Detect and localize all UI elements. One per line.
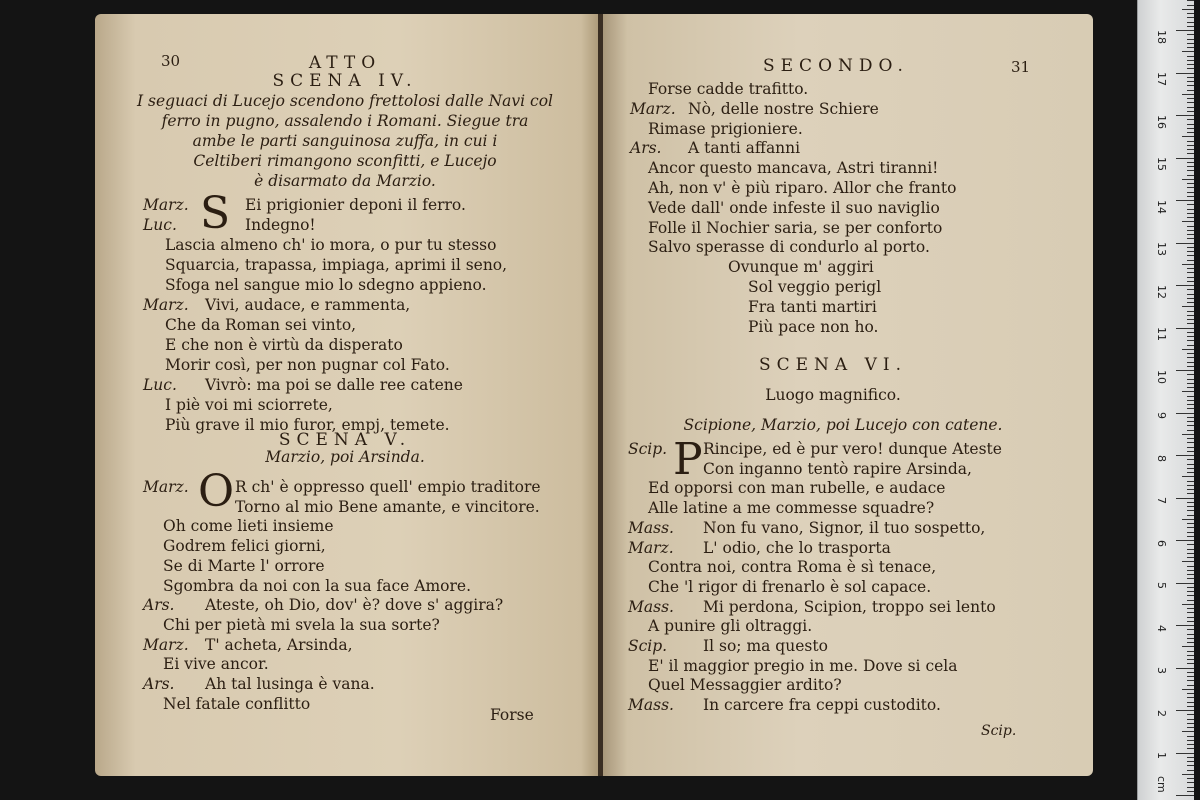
ruler-tick xyxy=(1187,192,1194,193)
ruler-tick xyxy=(1182,51,1194,52)
verse-line: Nò, delle nostre Schiere xyxy=(688,99,879,118)
ruler-tick xyxy=(1187,748,1194,749)
aria-line: Fra tanti martiri xyxy=(748,298,877,316)
ruler-tick xyxy=(1176,200,1194,201)
stage-direction-line: ambe le parti sanguinosa zuffa, in cui i xyxy=(192,132,498,150)
ruler-tick xyxy=(1187,5,1194,6)
speaker-label: Scip. xyxy=(628,440,668,458)
ruler-tick xyxy=(1187,56,1194,57)
ruler-tick xyxy=(1187,574,1194,575)
ruler-tick xyxy=(1187,782,1194,783)
ruler-tick xyxy=(1176,73,1194,74)
ruler-tick xyxy=(1187,697,1194,698)
ruler-tick xyxy=(1187,430,1194,431)
verse-line: Folle il Nochier saria, se per conforto xyxy=(648,218,943,237)
ruler-tick xyxy=(1187,234,1194,235)
ruler-tick xyxy=(1187,396,1194,397)
ruler-tick xyxy=(1182,774,1194,775)
ruler-tick xyxy=(1182,519,1194,520)
ruler-tick xyxy=(1182,731,1194,732)
verse-line: Quel Messaggier ardito? xyxy=(648,676,842,695)
verse-line: R ch' è oppresso quell' empio traditore xyxy=(235,478,541,496)
ruler-tick xyxy=(1187,702,1194,703)
ruler-tick xyxy=(1187,90,1194,91)
scene-title: SCENA VI. xyxy=(758,355,907,375)
speaker-label: Marz. xyxy=(143,635,189,654)
ruler-number: 8 xyxy=(1155,454,1168,462)
ruler-tick xyxy=(1187,553,1194,554)
ruler-number: 14 xyxy=(1155,199,1168,214)
ruler-tick xyxy=(1182,94,1194,95)
drop-cap: P xyxy=(673,434,703,485)
ruler-tick xyxy=(1176,583,1194,584)
right-page xyxy=(603,14,1093,776)
speaker-label: Luc. xyxy=(143,216,177,234)
measurement-ruler xyxy=(1137,0,1194,800)
verse-line: Salvo sperasse di condurlo al porto. xyxy=(648,238,930,257)
ruler-tick xyxy=(1187,98,1194,99)
speaker-label: Marz. xyxy=(628,538,674,557)
ruler-tick xyxy=(1182,179,1194,180)
ruler-tick xyxy=(1182,136,1194,137)
verse-line: E' il maggior pregio in me. Dove si cela xyxy=(648,656,958,675)
ruler-tick xyxy=(1176,710,1194,711)
verse-line: Chi per pietà mi svela la sua sorte? xyxy=(163,615,440,634)
ruler-number: 18 xyxy=(1155,29,1168,44)
ruler-tick xyxy=(1187,672,1194,673)
ruler-tick xyxy=(1176,370,1194,371)
ruler-tick xyxy=(1187,408,1194,409)
verse-line: Ateste, oh Dio, dov' è? dove s' aggira? xyxy=(205,596,504,615)
verse-line: Squarcia, trapassa, impiaga, aprimi il seno, xyxy=(165,256,508,274)
ruler-number: 9 xyxy=(1155,412,1168,419)
ruler-tick xyxy=(1187,506,1194,507)
ruler-tick xyxy=(1187,442,1194,443)
ruler-tick xyxy=(1176,540,1194,541)
verse-line: A tanti affanni xyxy=(688,139,801,158)
ruler-tick xyxy=(1187,438,1194,439)
ruler-tick xyxy=(1182,689,1194,690)
ruler-tick xyxy=(1187,757,1194,758)
ruler-tick xyxy=(1187,196,1194,197)
ruler-tick xyxy=(1187,294,1194,295)
ruler-tick xyxy=(1187,549,1194,550)
ruler-number: 11 xyxy=(1155,327,1168,341)
ruler-tick xyxy=(1187,617,1194,618)
speaker-label: Marz. xyxy=(630,99,676,118)
verse-line: A punire gli oltraggi. xyxy=(648,617,813,636)
ruler-tick xyxy=(1187,663,1194,664)
ruler-number: 6 xyxy=(1155,539,1168,547)
ruler-number: 1 xyxy=(1155,752,1168,759)
ruler-tick xyxy=(1187,107,1194,108)
ruler-tick xyxy=(1182,264,1194,265)
stage-direction-line: I seguaci di Lucejo scendono frettolosi dalle Navi col xyxy=(136,92,553,110)
ruler-tick xyxy=(1187,141,1194,142)
ruler-tick xyxy=(1182,9,1194,10)
ruler-tick xyxy=(1187,311,1194,312)
ruler-tick xyxy=(1187,655,1194,656)
catchword: Forse xyxy=(490,706,534,724)
ruler-tick xyxy=(1187,170,1194,171)
ruler-tick xyxy=(1187,43,1194,44)
verse-line: Vivi, audace, e rammenta, xyxy=(205,296,411,314)
ruler-tick xyxy=(1187,693,1194,694)
aria-line: Sol veggio perigl xyxy=(748,278,882,296)
ruler-tick xyxy=(1187,298,1194,299)
ruler-tick xyxy=(1176,413,1194,414)
ruler-tick xyxy=(1187,366,1194,367)
ruler-tick xyxy=(1187,268,1194,269)
ruler-tick xyxy=(1176,158,1194,159)
ruler-tick xyxy=(1187,260,1194,261)
ruler-tick xyxy=(1187,230,1194,231)
ruler-tick xyxy=(1187,417,1194,418)
ruler-tick xyxy=(1187,557,1194,558)
speaker-label: Mass. xyxy=(628,696,674,715)
verse-line: In carcere fra ceppi custodito. xyxy=(703,696,941,715)
ruler-tick xyxy=(1187,255,1194,256)
verse-line: Forse cadde trafitto. xyxy=(648,80,809,98)
ruler-number: 3 xyxy=(1155,667,1168,674)
ruler-tick xyxy=(1187,600,1194,601)
verse-line: Ed opporsi con man rubelle, e audace xyxy=(648,479,946,498)
ruler-tick xyxy=(1187,162,1194,163)
ruler-tick xyxy=(1187,651,1194,652)
verse-line: Indegno! xyxy=(245,216,316,234)
open-book xyxy=(95,14,1095,776)
ruler-tick xyxy=(1176,795,1194,796)
ruler-tick xyxy=(1187,289,1194,290)
ruler-tick xyxy=(1187,102,1194,103)
ruler-number: 17 xyxy=(1155,72,1168,86)
verse-line: Nel fatale conflitto xyxy=(163,694,311,713)
page-number: 31 xyxy=(1011,58,1031,76)
ruler-tick xyxy=(1187,676,1194,677)
verse-line: Se di Marte l' orrore xyxy=(163,556,325,575)
verse-line: Che da Roman sei vinto, xyxy=(165,316,357,334)
ruler-tick xyxy=(1187,400,1194,401)
ruler-tick xyxy=(1187,166,1194,167)
verse-line: Lascia almeno ch' io mora, o pur tu stesso xyxy=(165,236,497,254)
stage-direction: Scipione, Marzio, poi Lucejo con catene. xyxy=(683,416,1003,434)
aria-line: Più pace non ho. xyxy=(748,318,879,336)
ruler-tick xyxy=(1187,719,1194,720)
speaker-label: Mass. xyxy=(628,518,674,537)
ruler-tick xyxy=(1182,604,1194,605)
ruler-tick xyxy=(1187,374,1194,375)
ruler-tick xyxy=(1182,221,1194,222)
ruler-tick xyxy=(1187,357,1194,358)
ruler-tick xyxy=(1187,0,1194,1)
ruler-tick xyxy=(1187,515,1194,516)
speaker-label: Ars. xyxy=(143,675,175,693)
drop-cap: S xyxy=(200,188,231,239)
ruler-tick xyxy=(1187,39,1194,40)
verse-line: Mi perdona, Scipion, troppo sei lento xyxy=(703,597,996,616)
ruler-tick xyxy=(1187,345,1194,346)
ruler-tick xyxy=(1187,217,1194,218)
ruler-tick xyxy=(1187,761,1194,762)
ruler-tick xyxy=(1187,608,1194,609)
ruler-tick xyxy=(1187,621,1194,622)
ruler-tick xyxy=(1187,536,1194,537)
page-number: 30 xyxy=(161,52,181,70)
stage-direction-line: è disarmato da Marzio. xyxy=(254,172,436,190)
ruler-tick xyxy=(1187,736,1194,737)
verse-line: Ei vive ancor. xyxy=(163,655,269,674)
verse-line: Morir così, per non pugnar col Fato. xyxy=(165,356,450,374)
ruler-tick xyxy=(1187,68,1194,69)
verse-line: L' odio, che lo trasporta xyxy=(703,538,891,557)
ruler-tick xyxy=(1187,247,1194,248)
ruler-tick xyxy=(1187,714,1194,715)
ruler-number: 16 xyxy=(1155,114,1168,129)
ruler-tick xyxy=(1182,391,1194,392)
ruler-tick xyxy=(1187,421,1194,422)
ruler-tick xyxy=(1187,591,1194,592)
ruler-tick xyxy=(1187,315,1194,316)
ruler-tick xyxy=(1187,34,1194,35)
ruler-tick xyxy=(1187,680,1194,681)
ruler-tick xyxy=(1187,336,1194,337)
ruler-tick xyxy=(1176,498,1194,499)
ruler-number: 10 xyxy=(1155,369,1168,384)
ruler-tick xyxy=(1176,625,1194,626)
ruler-tick xyxy=(1187,787,1194,788)
verse-line: Con inganno tentò rapire Arsinda, xyxy=(703,459,972,478)
ruler-tick xyxy=(1176,115,1194,116)
ruler-tick xyxy=(1187,485,1194,486)
ruler-tick xyxy=(1187,302,1194,303)
ruler-tick xyxy=(1187,502,1194,503)
ruler-tick xyxy=(1176,455,1194,456)
ruler-tick xyxy=(1187,595,1194,596)
ruler-tick xyxy=(1187,323,1194,324)
ruler-tick xyxy=(1182,561,1194,562)
ruler-tick xyxy=(1187,778,1194,779)
ruler-tick xyxy=(1187,464,1194,465)
verse-line: Ancor questo mancava, Astri tiranni! xyxy=(648,159,939,178)
verse-line: Rincipe, ed è pur vero! dunque Ateste xyxy=(703,440,1002,458)
ruler-tick xyxy=(1187,281,1194,282)
ruler-tick xyxy=(1187,251,1194,252)
ruler-number: 7 xyxy=(1155,497,1168,504)
ruler-tick xyxy=(1187,468,1194,469)
ruler-tick xyxy=(1187,612,1194,613)
ruler-tick xyxy=(1176,285,1194,286)
verse-line: Alle latine a me commesse squadre? xyxy=(648,499,935,518)
ruler-tick xyxy=(1187,387,1194,388)
ruler-tick xyxy=(1187,379,1194,380)
verse-line: Non fu vano, Signor, il tuo sospetto, xyxy=(703,518,986,537)
ruler-number: 5 xyxy=(1155,582,1168,589)
speaker-label: Ars. xyxy=(143,596,175,615)
ruler-tick xyxy=(1187,459,1194,460)
ruler-tick xyxy=(1176,30,1194,31)
ruler-unit-label: cm xyxy=(1155,776,1168,793)
ruler-tick xyxy=(1187,47,1194,48)
ruler-tick xyxy=(1187,362,1194,363)
ruler-tick xyxy=(1187,340,1194,341)
ruler-tick xyxy=(1182,434,1194,435)
ruler-tick xyxy=(1187,209,1194,210)
ruler-tick xyxy=(1176,243,1194,244)
ruler-tick xyxy=(1187,727,1194,728)
ruler-tick xyxy=(1187,77,1194,78)
ruler-number: 13 xyxy=(1155,242,1168,256)
stage-direction-line: ferro in pugno, assalendo i Romani. Siegue tra xyxy=(161,112,529,130)
speaker-label: Scip. xyxy=(628,637,668,655)
verse-line: Più grave il mio furor, empj, temete. xyxy=(165,416,450,434)
ruler-tick xyxy=(1187,659,1194,660)
ruler-tick xyxy=(1187,149,1194,150)
ruler-tick xyxy=(1182,476,1194,477)
verse-line: Rimase prigioniere. xyxy=(648,119,803,138)
ruler-number: 4 xyxy=(1155,624,1168,632)
ruler-tick xyxy=(1187,527,1194,528)
verse-line: Il so; ma questo xyxy=(703,637,828,655)
ruler-tick xyxy=(1187,187,1194,188)
ruler-tick xyxy=(1187,175,1194,176)
ruler-tick xyxy=(1187,740,1194,741)
ruler-tick xyxy=(1187,489,1194,490)
verse-line: Oh come lieti insieme xyxy=(163,517,334,536)
ruler-tick xyxy=(1187,765,1194,766)
ruler-tick xyxy=(1182,349,1194,350)
ruler-tick xyxy=(1187,22,1194,23)
aria-line: Ovunque m' aggiri xyxy=(728,258,874,276)
ruler-tick xyxy=(1187,532,1194,533)
ruler-tick xyxy=(1176,753,1194,754)
ruler-tick xyxy=(1187,226,1194,227)
ruler-number: 2 xyxy=(1155,709,1168,717)
ruler-tick xyxy=(1187,272,1194,273)
ruler-tick xyxy=(1187,124,1194,125)
ruler-tick xyxy=(1187,145,1194,146)
ruler-tick xyxy=(1187,642,1194,643)
verse-line: Che 'l rigor di frenarlo è sol capace. xyxy=(648,577,932,596)
catchword: Scip. xyxy=(981,723,1017,739)
ruler-number: 15 xyxy=(1155,157,1168,171)
ruler-tick xyxy=(1187,685,1194,686)
ruler-tick xyxy=(1182,306,1194,307)
verse-line: Vede dall' onde infeste il suo naviglio xyxy=(648,198,940,217)
ruler-tick xyxy=(1187,770,1194,771)
verse-line: Sgombra da noi con la sua face Amore. xyxy=(163,576,472,595)
verse-line: I piè voi mi sciorrete, xyxy=(165,396,333,414)
verse-line: E che non è virtù da disperato xyxy=(165,336,403,354)
ruler-tick xyxy=(1187,493,1194,494)
verse-line: Torno al mio Bene amante, e vincitore. xyxy=(235,497,540,516)
ruler-tick xyxy=(1187,183,1194,184)
ruler-tick xyxy=(1176,668,1194,669)
verse-line: Ah tal lusinga è vana. xyxy=(205,675,375,693)
ruler-number: 12 xyxy=(1155,284,1168,299)
ruler-tick xyxy=(1182,646,1194,647)
verse-line: Vivrò: ma poi se dalle ree catene xyxy=(205,376,463,394)
verse-line: T' acheta, Arsinda, xyxy=(205,635,353,654)
drop-cap: O xyxy=(198,466,235,517)
ruler-tick xyxy=(1187,60,1194,61)
speaker-label: Luc. xyxy=(143,376,177,394)
ruler-tick xyxy=(1176,328,1194,329)
ruler-tick xyxy=(1187,204,1194,205)
ruler-tick xyxy=(1187,723,1194,724)
speaker-label: Marz. xyxy=(143,296,189,314)
ruler-tick xyxy=(1187,425,1194,426)
ruler-tick xyxy=(1187,13,1194,14)
left-page xyxy=(95,14,601,776)
ruler-tick xyxy=(1187,481,1194,482)
ruler-tick xyxy=(1187,791,1194,792)
ruler-tick xyxy=(1187,451,1194,452)
ruler-tick xyxy=(1187,570,1194,571)
ruler-tick xyxy=(1187,706,1194,707)
stage-direction-line: Celtiberi rimangono sconfitti, e Lucejo xyxy=(193,152,497,170)
verse-line: Ah, non v' è più riparo. Allor che franto xyxy=(648,179,957,197)
ruler-tick xyxy=(1187,132,1194,133)
ruler-tick xyxy=(1187,587,1194,588)
ruler-tick xyxy=(1187,111,1194,112)
verse-line: Ei prigionier deponi il ferro. xyxy=(245,196,466,214)
running-head: ATTO xyxy=(308,53,382,73)
ruler-tick xyxy=(1187,153,1194,154)
ruler-tick xyxy=(1187,332,1194,333)
ruler-tick xyxy=(1187,578,1194,579)
ruler-tick xyxy=(1187,353,1194,354)
verse-line: Godrem felici giorni, xyxy=(163,537,326,556)
ruler-tick xyxy=(1187,119,1194,120)
ruler-tick xyxy=(1187,510,1194,511)
scene-title: SCENA V. xyxy=(278,430,412,450)
ruler-tick xyxy=(1187,17,1194,18)
speaker-label: Mass. xyxy=(628,597,674,616)
ruler-tick xyxy=(1187,629,1194,630)
ruler-tick xyxy=(1187,277,1194,278)
ruler-tick xyxy=(1187,472,1194,473)
ruler-tick xyxy=(1187,447,1194,448)
ruler-tick xyxy=(1187,634,1194,635)
verse-line: Sfoga nel sangue mio lo sdegno appieno. xyxy=(165,276,487,294)
scene-setting: Luogo magnifico. xyxy=(765,386,901,404)
ruler-tick xyxy=(1187,85,1194,86)
ruler-tick xyxy=(1187,744,1194,745)
stage-direction: Marzio, poi Arsinda. xyxy=(265,448,425,466)
ruler-tick xyxy=(1187,566,1194,567)
ruler-tick xyxy=(1187,638,1194,639)
ruler-tick xyxy=(1187,64,1194,65)
running-head: SECONDO. xyxy=(763,56,909,76)
ruler-tick xyxy=(1187,319,1194,320)
ruler-tick xyxy=(1187,81,1194,82)
ruler-tick xyxy=(1187,544,1194,545)
scene-title: SCENA IV. xyxy=(272,71,418,91)
ruler-tick xyxy=(1187,404,1194,405)
speaker-label: Ars. xyxy=(630,139,662,158)
ruler-tick xyxy=(1187,213,1194,214)
ruler-tick xyxy=(1187,523,1194,524)
ruler-tick xyxy=(1187,238,1194,239)
ruler-tick xyxy=(1187,26,1194,27)
speaker-label: Marz. xyxy=(143,478,189,496)
verse-line: Contra noi, contra Roma è sì tenace, xyxy=(648,558,937,577)
ruler-tick xyxy=(1187,128,1194,129)
speaker-label: Marz. xyxy=(143,196,189,214)
ruler-tick xyxy=(1187,383,1194,384)
